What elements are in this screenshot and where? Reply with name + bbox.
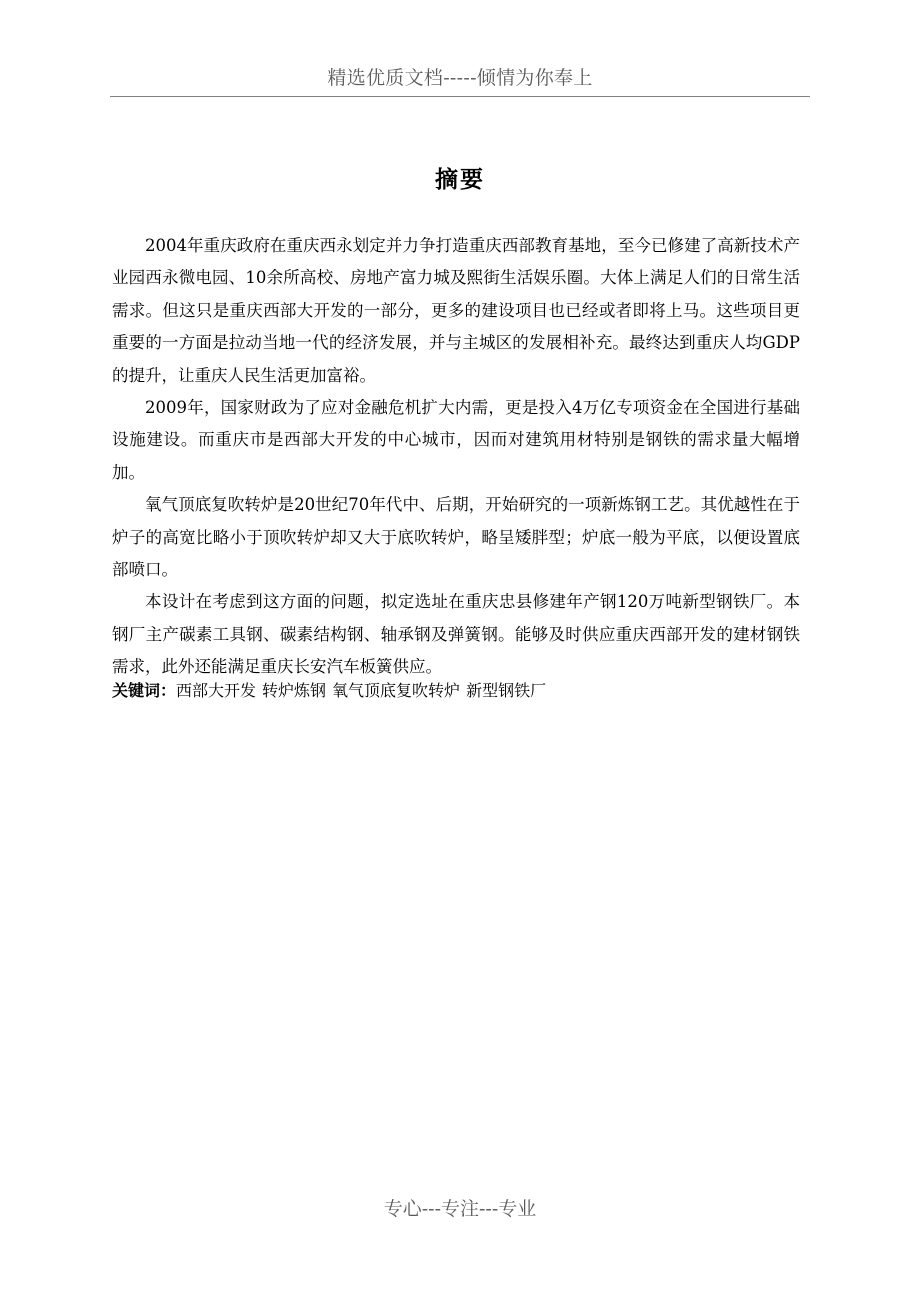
keyword-item: 西部大开发 (176, 680, 257, 700)
page-header (110, 62, 810, 97)
page-header-text: 精选优质文档-----倾情为你奉上 (327, 67, 593, 89)
abstract-paragraph: 本设计在考虑到这方面的问题，拟定选址在重庆忠县修建年产钢120万吨新型钢铁厂。本钢厂主产碳素工具钢、碳素结构钢、轴承钢及弹簧钢。能够及时供应重庆西部开发的建材钢铁需求，此外还能满足重庆长安汽车板簧供应。 (112, 592, 800, 677)
keywords-line (112, 679, 800, 703)
keywords-label: 关键词： (112, 680, 177, 700)
keyword-item: 新型钢铁厂 (466, 680, 547, 700)
abstract-paragraph: 2004年重庆政府在重庆西永划定并力争打造重庆西部教育基地，至今已修建了高新技术产业园西永微电园、10余所高校、房地产富力城及熙街生活娱乐圈。大体上满足人们的日常生活需求。但这只是重庆西部大开发的一部分，更多的建设项目也已经或者即将上马。这些项目更重要的一方面是拉动当地一代的经济发展，并与主城区的发展相补充。最终达到重庆人均GDP的提升，让重庆人民生活更加富裕。 (112, 236, 800, 385)
page-footer-text: 专心---专注---专业 (383, 1198, 537, 1220)
abstract-body (112, 230, 800, 703)
abstract-paragraph: 2009年，国家财政为了应对金融危机扩大内需，更是投入4万亿专项资金在全国进行基础设施建设。而重庆市是西部大开发的中心城市，因而对建筑用材特别是钢铁的需求量大幅增加。 (112, 398, 800, 482)
abstract-title: 摘要 (435, 167, 485, 193)
keyword-item: 转炉炼钢 (262, 680, 327, 700)
keyword-item: 氧气顶底复吹转炉 (332, 680, 461, 700)
page-footer (110, 1193, 810, 1225)
abstract-paragraph: 氧气顶底复吹转炉是20世纪70年代中、后期，开始研究的一项新炼钢工艺。其优越性在于炉子的高宽比略小于顶吹转炉却又大于底吹转炉，略呈矮胖型；炉底一般为平底，以便设置底部喷口。 (112, 495, 800, 580)
